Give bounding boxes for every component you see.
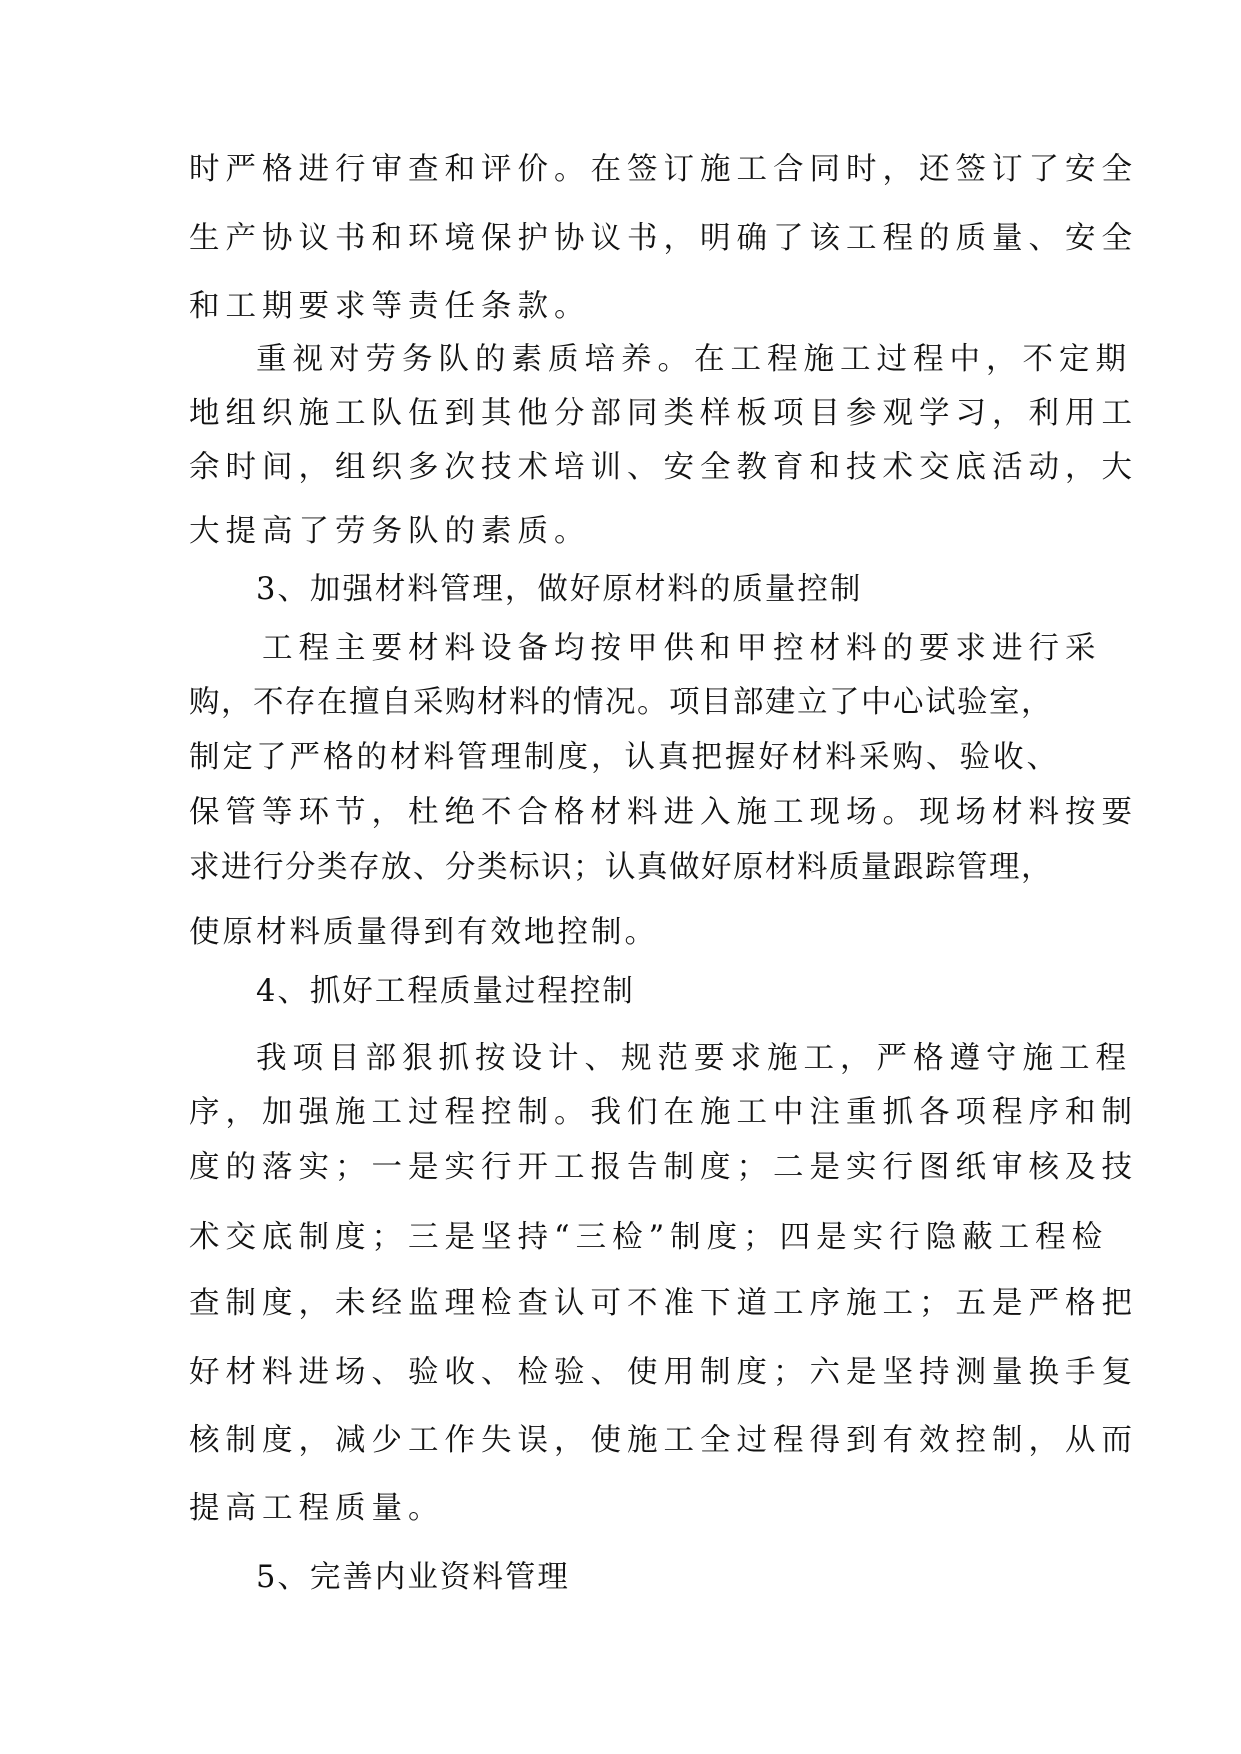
paragraph-line: 我项目部狠抓按设计、规范要求施工，严格遵守施工程	[256, 1041, 1132, 1076]
section-heading: 4、抓好工程质量过程控制	[256, 974, 635, 1009]
paragraph-line: 大提高了劳务队的素质。	[189, 514, 591, 549]
paragraph-line: 地组织施工队伍到其他分部同类样板项目参观学习，利用工	[189, 396, 1138, 431]
paragraph-line: 求进行分类存放、分类标识；认真做好原材料质量跟踪管理，	[189, 850, 1053, 885]
paragraph-line: 序，加强施工过程控制。我们在施工中注重抓各项程序和制	[189, 1095, 1138, 1130]
section-heading: 3、加强材料管理，做好原材料的质量控制	[256, 572, 863, 607]
section-heading: 5、完善内业资料管理	[256, 1560, 570, 1595]
paragraph-line: 核制度，减少工作失误，使施工全过程得到有效控制，从而	[189, 1423, 1138, 1458]
paragraph-line: 和工期要求等责任条款。	[189, 289, 591, 324]
paragraph-line: 度的落实；一是实行开工报告制度；二是实行图纸审核及技	[189, 1150, 1138, 1185]
paragraph-line: 保管等环节，杜绝不合格材料进入施工现场。现场材料按要	[189, 795, 1138, 830]
paragraph-line: 工程主要材料设备均按甲供和甲控材料的要求进行采	[262, 631, 1102, 666]
paragraph-line: 术交底制度；三是坚持“三检”制度；四是实行隐蔽工程检	[189, 1220, 1109, 1255]
paragraph-line: 提高工程质量。	[189, 1491, 445, 1526]
paragraph-line: 查制度，未经监理检查认可不准下道工序施工；五是严格把	[189, 1286, 1138, 1321]
paragraph-line: 好材料进场、验收、检验、使用制度；六是坚持测量换手复	[189, 1355, 1138, 1390]
paragraph-line: 使原材料质量得到有效地控制。	[189, 915, 658, 950]
paragraph-line: 重视对劳务队的素质培养。在工程施工过程中，不定期	[256, 342, 1132, 377]
paragraph-line: 余时间，组织多次技术培训、安全教育和技术交底活动，大	[189, 450, 1138, 485]
paragraph-line: 时严格进行审查和评价。在签订施工合同时，还签订了安全	[189, 152, 1138, 187]
paragraph-line: 生产协议书和环境保护协议书，明确了该工程的质量、安全	[189, 221, 1138, 256]
paragraph-line: 购，不存在擅自采购材料的情况。项目部建立了中心试验室，	[189, 685, 1053, 720]
paragraph-line: 制定了严格的材料管理制度，认真把握好材料采购、验收、	[189, 740, 1060, 775]
